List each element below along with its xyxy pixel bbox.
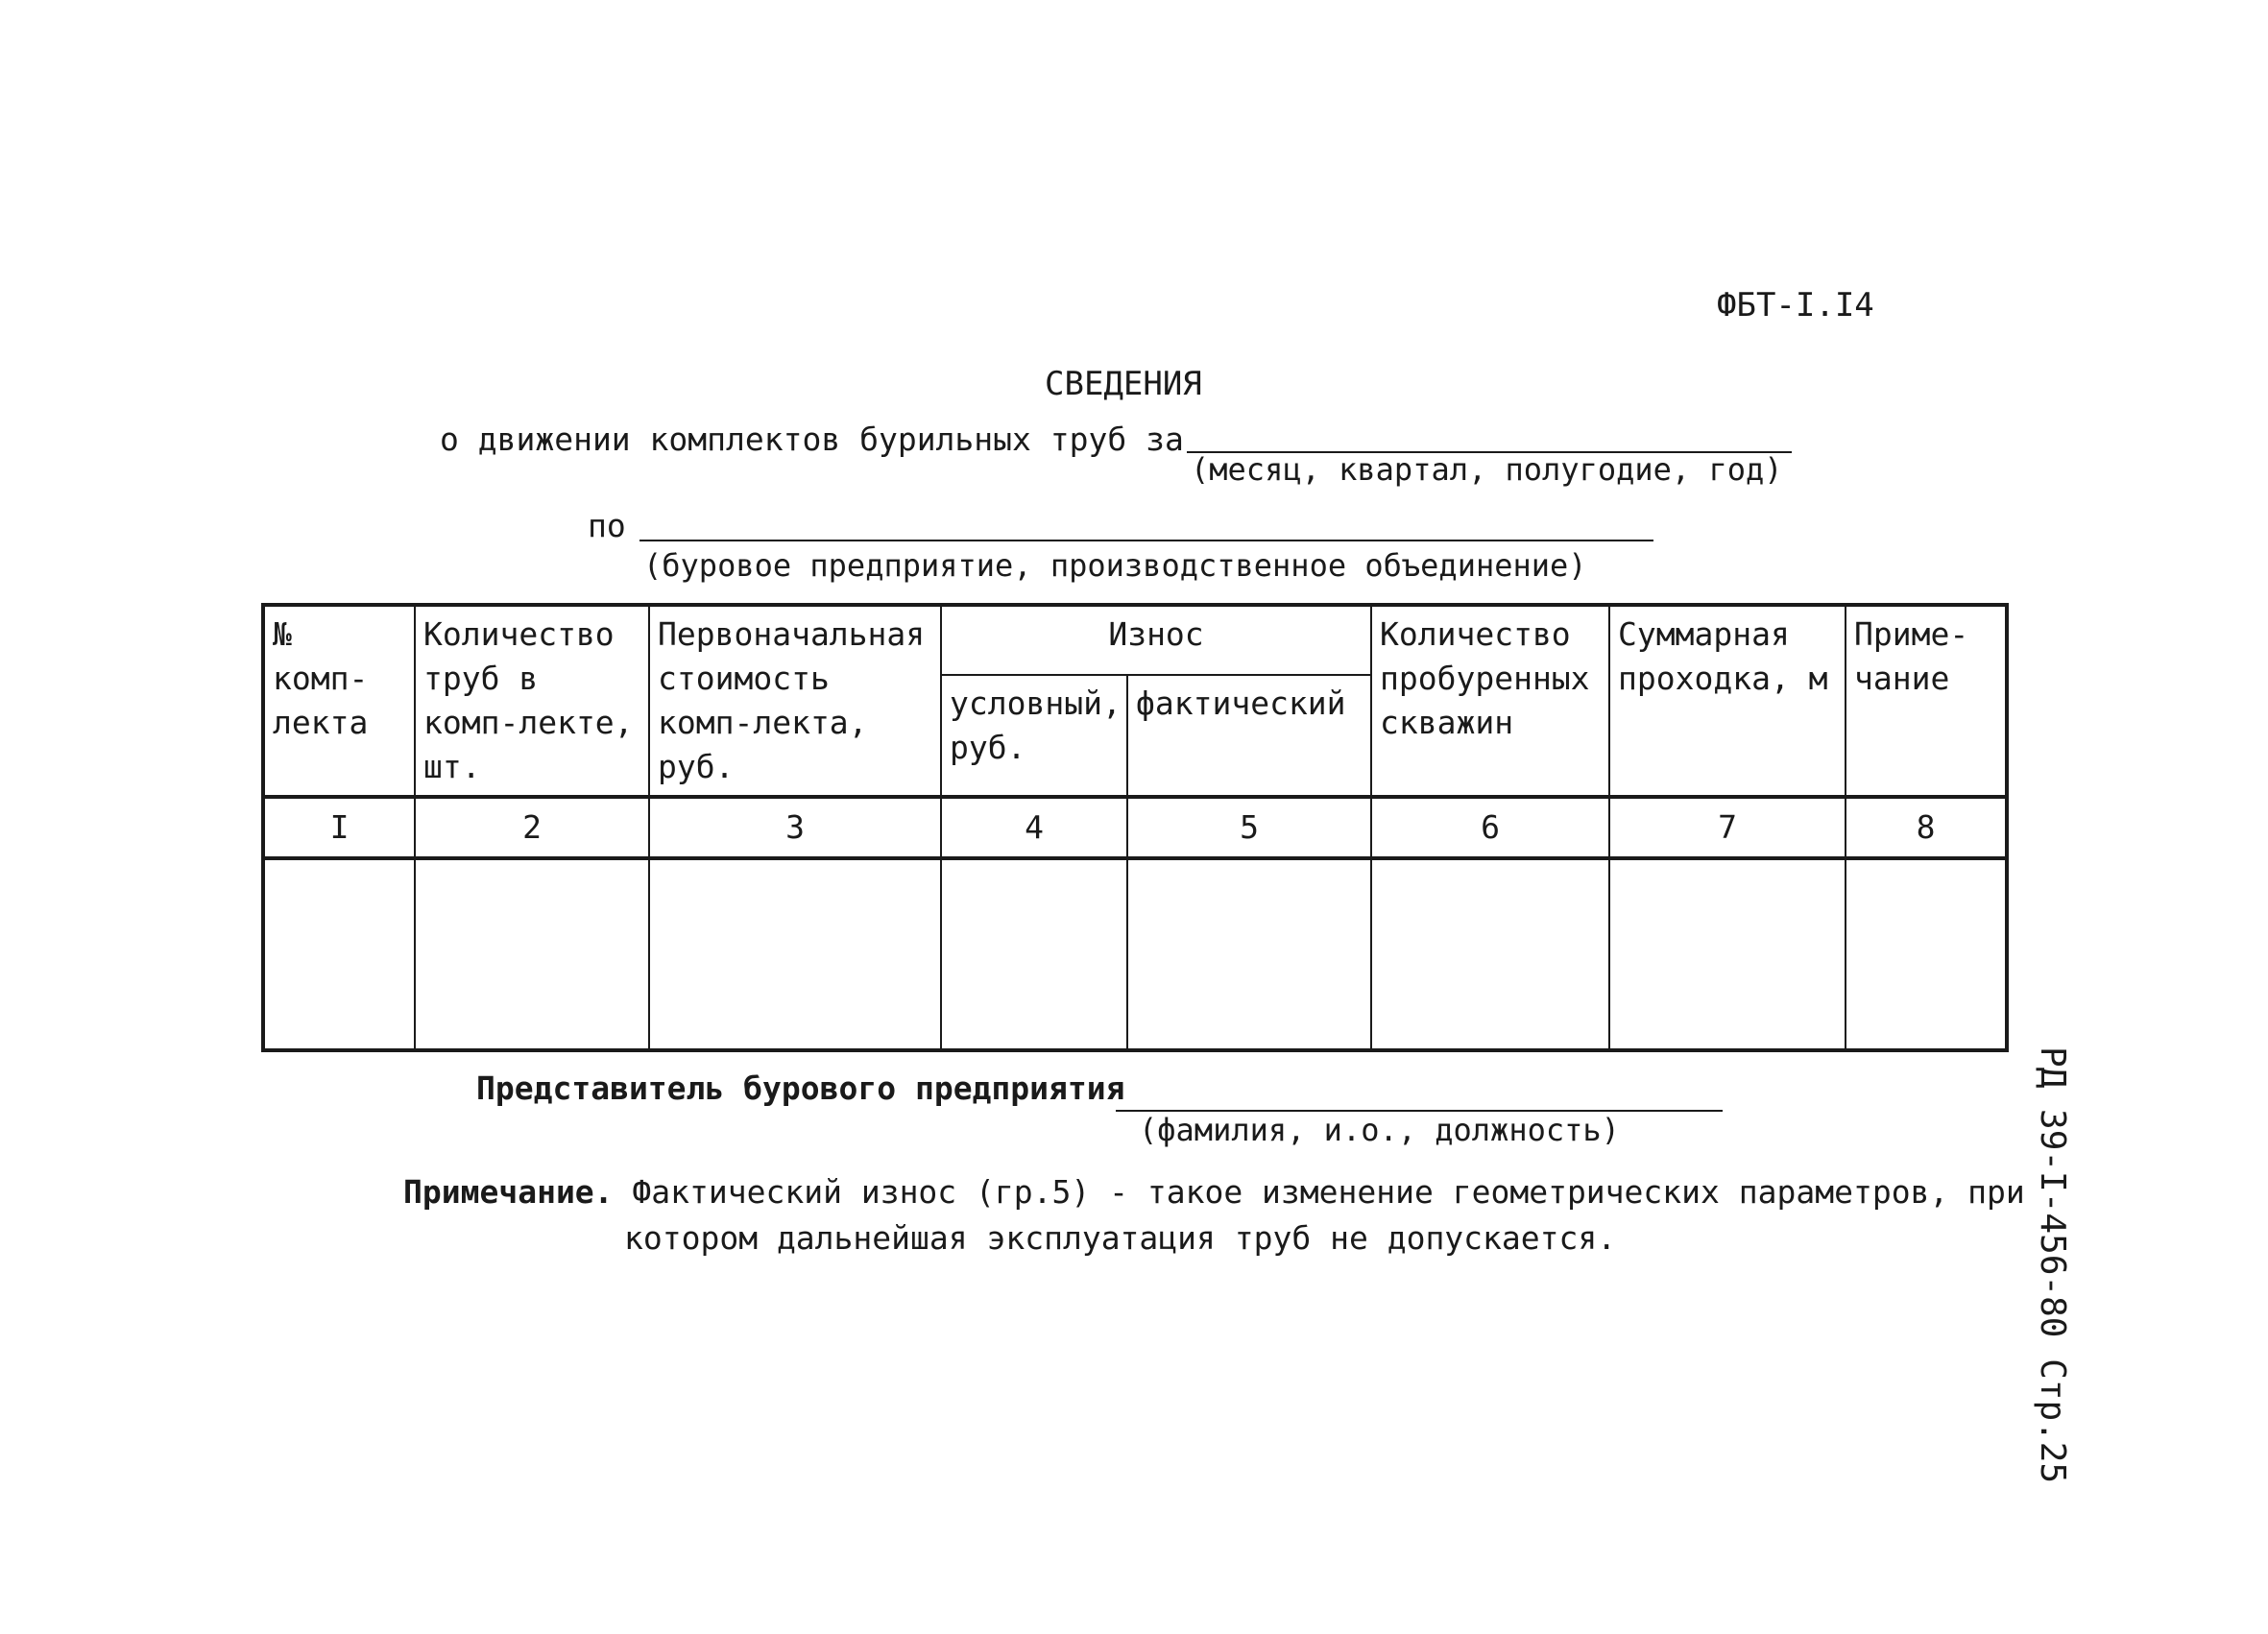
column-number: 6 xyxy=(1371,797,1609,858)
data-cell[interactable] xyxy=(263,858,415,1050)
note-line-1 xyxy=(403,1173,2025,1211)
header-wells-count: Количество пробуренных скважин xyxy=(1371,605,1609,797)
header-note: Приме-чание xyxy=(1846,605,2007,797)
header-initial-cost: Первоначальная стоимость комп-лекта, руб. xyxy=(649,605,941,797)
document-title: СВЕДЕНИЯ xyxy=(1045,365,1202,403)
enterprise-hint: (буровое предприятие, производственное объединение) xyxy=(643,547,1587,584)
data-cell[interactable] xyxy=(1127,858,1371,1050)
header-set-number: № комп-лекта xyxy=(263,605,415,797)
column-number: 3 xyxy=(649,797,941,858)
column-number: 2 xyxy=(415,797,649,858)
note-text-1: Фактический износ (гр.5) - такое изменение геометрических параметров, при xyxy=(632,1173,2025,1211)
enterprise-field-line[interactable] xyxy=(639,540,1653,541)
form-code: ФБТ-I.I4 xyxy=(1717,286,1874,324)
header-actual-wear: фактический xyxy=(1127,675,1371,797)
document-reference: РД 39-I-456-80 Стр.25 xyxy=(2033,1046,2072,1484)
column-number: 5 xyxy=(1127,797,1371,858)
note-label: Примечание. xyxy=(403,1173,614,1211)
header-conditional-wear: условный, руб. xyxy=(941,675,1127,797)
representative-label: Представитель бурового предприятия xyxy=(476,1069,1125,1107)
column-number: 4 xyxy=(941,797,1127,858)
header-wear-group: Износ xyxy=(941,605,1371,675)
data-cell[interactable] xyxy=(1609,858,1846,1050)
data-cell[interactable] xyxy=(415,858,649,1050)
by-label: по xyxy=(588,507,626,544)
column-number: I xyxy=(263,797,415,858)
period-hint: (месяц, квартал, полугодие, год) xyxy=(1191,451,1783,488)
data-cell[interactable] xyxy=(649,858,941,1050)
column-number: 7 xyxy=(1609,797,1846,858)
note-text-2: котором дальнейшая эксплуатация труб не допускается. xyxy=(624,1219,1617,1257)
header-pipe-count: Количество труб в комп-лекте, шт. xyxy=(415,605,649,797)
column-number: 8 xyxy=(1846,797,2007,858)
pipe-sets-table xyxy=(261,603,2009,1052)
representative-hint: (фамилия, и.о., должность) xyxy=(1139,1112,1620,1148)
data-cell[interactable] xyxy=(1371,858,1609,1050)
document-subtitle: о движении комплектов бурильных труб за xyxy=(440,421,1184,458)
header-total-footage: Суммарная проходка, м xyxy=(1609,605,1846,797)
data-cell[interactable] xyxy=(941,858,1127,1050)
data-cell[interactable] xyxy=(1846,858,2007,1050)
